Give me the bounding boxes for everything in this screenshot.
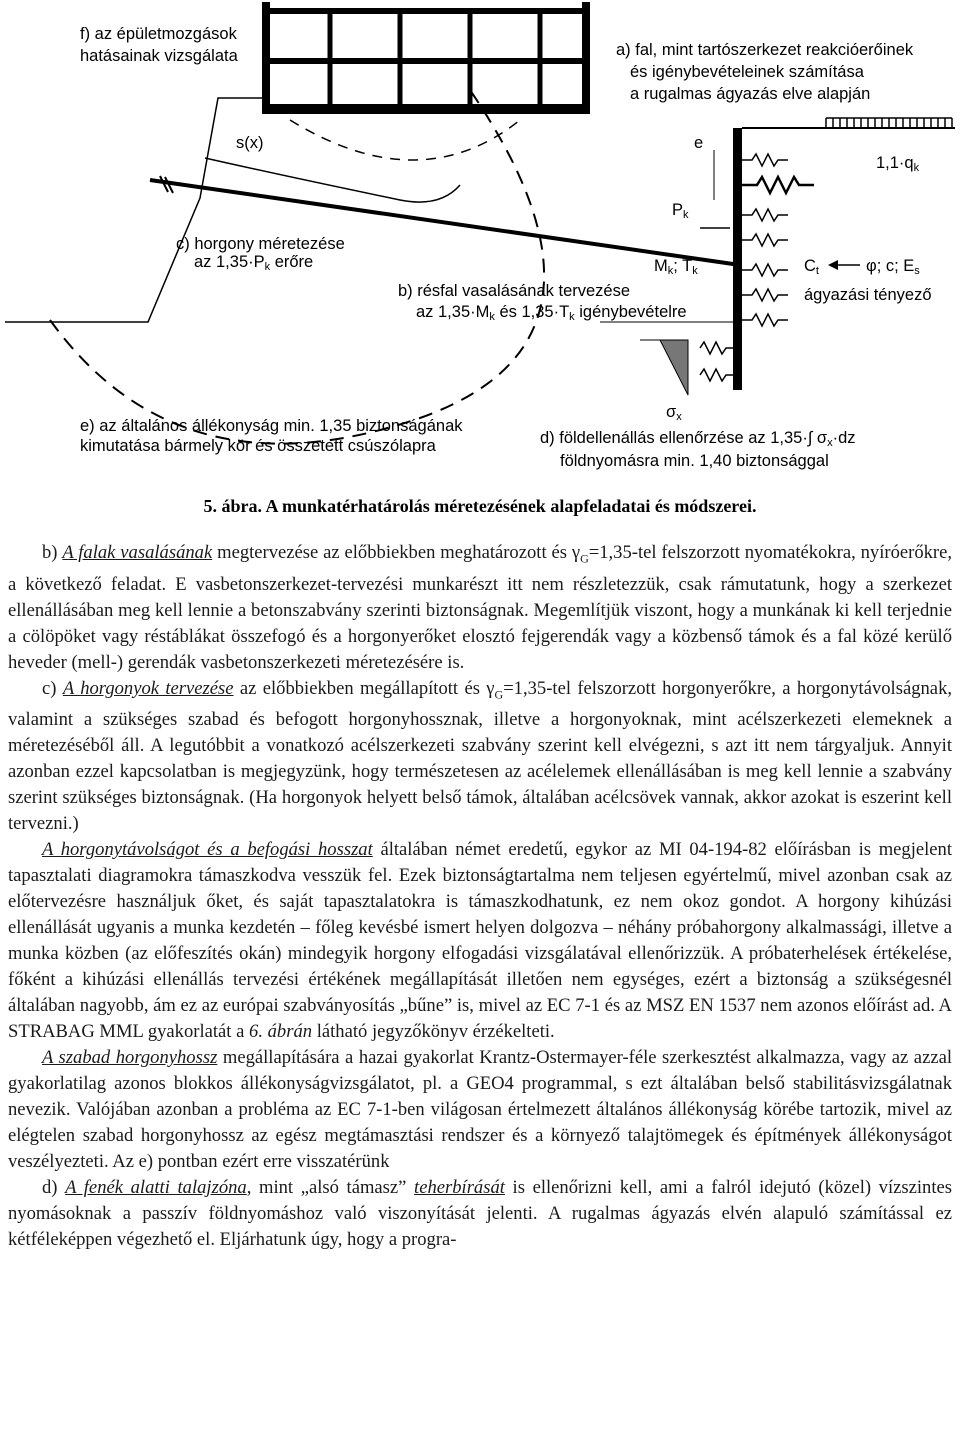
label-d-line1: d) földellenállás ellenőrzése az 1,35·∫ $\sigma_x\cdot dz$ [540, 429, 856, 449]
label-agyazasi: ágyazási tényező [804, 286, 932, 304]
body-text [8, 540, 952, 1253]
label-a-line3: a rugalmas ágyazás elve alapján [630, 85, 871, 103]
label-b-line1: b) résfal vasalásának tervezése [398, 282, 631, 300]
paragraph-b: b) A falak vasalásának megtervezése az előbbiekben meghatározott és $\gamma_G=1,35$-tel felszorzott nyomatékokra, nyíróerőkre, a következő feladat. E vasbetonszerkezet-tervezési munkarészt itt nem részletezzük, csak rámutatunk, hogy a szerkezet ellenállásában meg kell lennie a betonszabvány szerinti biztonságnak. Megemlítjük viszont, hogy a munkának ki kell terjednie a cölöpöket vagy réstáblákat összefogó és a horgonyerőket elosztó fejgerendák vagy a közbenső támok és a fal közé kerülő heveder (mell-) gerendák vasbetonszerkezeti méretezésére is. [8, 542, 953, 673]
label-sigma: $\sigma_x$ [666, 403, 682, 423]
label-e: e [694, 134, 704, 152]
paragraph-c: c) A horgonyok tervezése az előbbiekben megállapított és $\gamma_G=1,35$-tel felszorzott horgonyerőkre, a horgonytávolságnak, valamint a szükséges szabad és befogott horgonyhossznak, illetve a horgonyoknak, mint acélszerkezeti elemeknek a méretezéséből áll. A legutóbbit a vonatkozó acélszerkezeti szabvány szerint kell elvégezni, s azt itt nem tárgyaljuk. Annyit azonban ezzel kapcsolatban is megjegyzünk, hogy természetesen az acélelemek ellenállásában is meg kell lennie a szabvány szerint szükséges biztonságnak. (Ha horgonyok helyett belső támok, általában acélcsövek vannak, akkor azokat is eszerint kell tervezni.) [8, 677, 953, 835]
label-q: $1,1\cdot q_k$ [876, 154, 920, 174]
label-a-line2: és igénybevételeinek számítása [630, 63, 864, 81]
label-e-line2: kimutatása bármely kör és összetett csúszólapra [80, 437, 436, 455]
paragraph-free-anchor-length: A szabad horgonyhossz megállapítására a hazai gyakorlat Krantz-Ostermayer-féle szerkesztést alkalmazza, vagy az azzal gyakorlatilag azonos blokkos állékonyságvizsgálatot, pl. a GEO4 programmal, s ezt általában belső stabilitásvizsgálatnak nevezik. Valójában azonban a probléma az EC 7-1-ben világosan értelmezett általános állékonyság körébe tartozik, mivel az elégtelen szabad horgonyhossz az egész megtámasztási rendszer és a környező talajtömegek és építmények állékonyságot veszélyezteti. Az e) pontban ezért erre visszatérünk [8, 1047, 952, 1173]
label-f-line1: f) az épületmozgások [80, 25, 237, 43]
wall [733, 128, 742, 390]
label-mk-tk: $M_k$; $T_k$ [654, 257, 698, 277]
label-pk: $P_k$ [672, 201, 689, 221]
label-ct: $C_t$ [804, 257, 819, 277]
figure-caption: 5. ábra. A munkatérhatárolás méretezésének alapfeladatai és módszerei. [203, 496, 757, 516]
label-phi: φ; c; $E_s$ [866, 257, 920, 277]
label-f-line2: hatásainak vizsgálata [80, 47, 238, 65]
label-sx: s(x) [236, 134, 264, 152]
label-b-line2: az $1,35\cdot M_k$ és $1,35\cdot T_k$ igénybevételre [416, 303, 687, 323]
label-e-line1: e) az általános állékonyság min. 1,35 biztonságának [80, 417, 463, 435]
label-a-line1: a) fal, mint tartószerkezet reakcióerőinek [616, 41, 914, 59]
paragraph-anchor-distance: A horgonytávolságot és a befogási hosszat általában német eredetű, egykor az MI 04-194-82 előírásban is megjelent tapasztalati diagramokra támaszkodva vesszük fel. Ezek biztonságtartalma nem teljesen egyértelmű, mivel azonban csak az előtervezésre használjuk őket, és saját tapasztalatokra is támaszkodhatunk, ez nem okoz gondot. A horgony kihúzási ellenállását ugyanis a munka kezdetén – főleg kevésbé ismert helyen dolgozva – néhány próbahorgony alkalmassági, illetve a munka közben (az előfeszítés okán) mindegyik horgony elfogadási vizsgálatával ellenőrizzük. A próbaterhelések értékelése, főként a kihúzási ellenállás tervezési értékének megállapítását illetően nem egységes, ezért a biztonság a szükségesnél általában nagyobb, ám ez az európai szabványosítás „bűne” is, mivel az EC 7-1 és az MSZ EN 1537 nem azonos előírást ad. A STRABAG MML gyakorlatát a 6. ábrán látható jegyzőkönyv érzékelteti. [8, 839, 953, 1043]
label-c-line1: c) horgony méretezése [176, 235, 345, 253]
label-c-line2: az $1,35\cdot P_k$ erőre [194, 253, 314, 273]
label-d-line2: földnyomásra min. 1,40 biztonsággal [560, 452, 829, 470]
figure [0, 0, 960, 490]
paragraph-d: d) A fenék alatti talajzóna, mint „alsó támasz” teherbírását is ellenőrizni kell, ami a falról idejutó (közel) vízszintes nyomásoknak a passzív földnyomáshoz való viszonyítását jelenti. A rugalmas ágyazás elvén alapuló számítással ez kétféleképpen végezhető el. Eljárhatunk úgy, hogy a progra- [8, 1177, 952, 1251]
building-icon [262, 2, 590, 114]
